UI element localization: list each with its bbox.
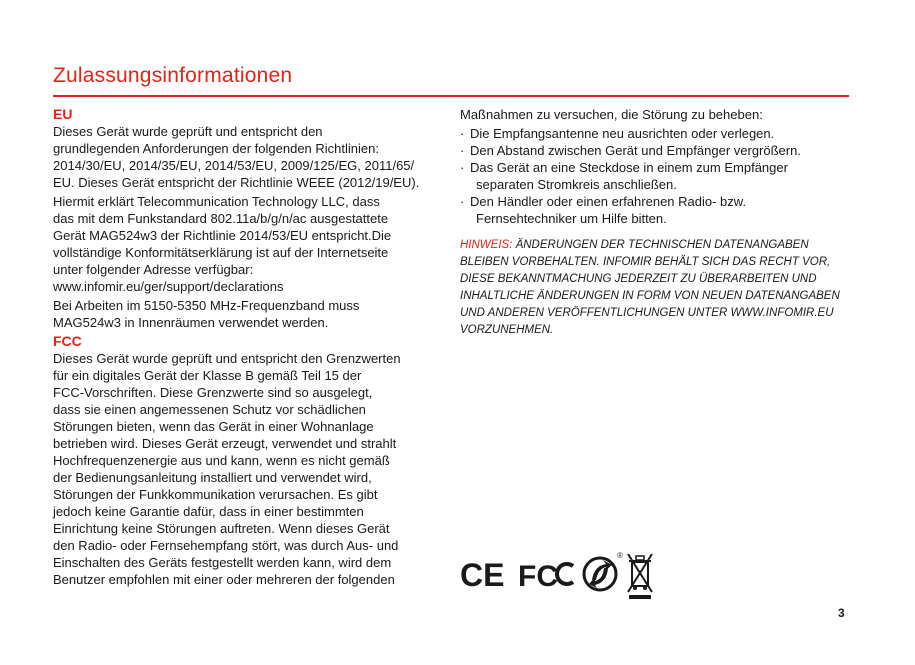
declarations-url: www.infomir.eu/ger/support/declarations: [53, 279, 284, 294]
text-line: DIESE BEKANNTMACHUNG JEDERZEIT ZU ÜBERARBEITEN UND: [460, 273, 817, 285]
text-line: Einrichtung keine Störungen auftreten. Wenn dieses Gerät: [53, 521, 390, 536]
registered-mark: ®: [617, 551, 623, 560]
text-line: Störungen bieten, wenn das Gerät in einer Wohnanlage: [53, 419, 374, 434]
fcc-mark-icon: [518, 560, 573, 593]
bullet-dot: ·: [460, 160, 465, 175]
text-line: den Radio- oder Fernsehempfang stört, was durch Aus- und: [53, 538, 399, 553]
eu-heading: EU: [53, 106, 73, 122]
fcc-mark-text: FC: [518, 560, 558, 593]
text-line: separaten Stromkreis anschließen.: [476, 177, 677, 192]
text-line: Den Abstand zwischen Gerät und Empfänger vergrößern.: [470, 143, 801, 158]
text-line: Fernsehtechniker um Hilfe bitten.: [476, 211, 667, 226]
fcc-c-arc: [557, 564, 573, 584]
bullet-dot: ·: [460, 143, 465, 158]
text-line: Einschalten des Geräts festgestellt werden kann, wird dem: [53, 555, 392, 570]
text-line: Benutzer empfohlen mit einer oder mehreren der folgenden: [53, 572, 395, 587]
title-divider: [53, 95, 849, 97]
list-item: [460, 142, 855, 159]
text-line: BLEIBEN VORBEHALTEN. INFOMIR BEHÄLT SICH DAS RECHT VOR,: [460, 256, 831, 268]
text-line: MAG524w3 in Innenräumen verwendet werden.: [53, 315, 329, 330]
weee-crossed-bin-icon: [628, 554, 652, 599]
text-line: Gerät MAG524w3 der Richtlinie 2014/53/EU entspricht.Die: [53, 228, 392, 243]
text-line: 2014/30/EU, 2014/35/EU, 2014/53/EU, 2009/125/EG, 2011/65/: [53, 158, 415, 173]
eu-paragraph-2: [53, 193, 443, 295]
text-line: ÄNDERUNGEN DER TECHNISCHEN DATENANGABEN: [512, 239, 809, 251]
text-line: Störungen der Funkkommunikation verursachen. Es gibt: [53, 487, 378, 502]
notice-label: HINWEIS:: [460, 239, 513, 251]
text-line: grundlegenden Anforderungen der folgenden Richtlinien:: [53, 141, 379, 156]
certification-logos: [460, 544, 660, 604]
list-item: [460, 125, 855, 142]
measures-list: [460, 125, 855, 227]
text-line: INHALTLICHE ÄNDERUNGEN IN FORM VON NEUEN DATENANGABEN: [460, 290, 840, 302]
ce-mark-text: CE: [460, 557, 505, 593]
left-column: [53, 106, 443, 590]
text-line: Bei Arbeiten im 5150-5350 MHz-Frequenzband muss: [53, 298, 360, 313]
text-line: der Bedienungsanleitung installiert und verwendet wird,: [53, 470, 372, 485]
text-line: FCC-Vorschriften. Diese Grenzwerte sind so ausgelegt,: [53, 385, 373, 400]
text-line: das mit dem Funkstandard 802.11a/b/g/n/ac ausgestattete: [53, 211, 389, 226]
text-line: Dieses Gerät wurde geprüft und entspricht den: [53, 124, 323, 139]
page-number: 3: [838, 606, 845, 620]
list-item: [460, 159, 855, 193]
fcc-measures-intro: Maßnahmen zu versuchen, die Störung zu beheben:: [460, 107, 763, 122]
text-line: unter folgender Adresse verfügbar:: [53, 262, 254, 277]
fcc-heading: FCC: [53, 333, 82, 349]
text-line: Hochfrequenzenergie aus und kann, wenn es nicht gemäß: [53, 453, 390, 468]
text-line: Den Händler oder einen erfahrenen Radio- bzw.: [470, 194, 747, 209]
fcc-paragraph: [53, 350, 443, 588]
notice-block: [460, 237, 855, 339]
text-line: EU. Dieses Gerät entspricht der Richtlinie WEEE (2012/19/EU).: [53, 175, 420, 190]
page-title: Zulassungsinformationen: [53, 64, 293, 87]
text-line: dass sie einen angemessenen Schutz vor schädlichen: [53, 402, 366, 417]
text-line: UND ANDEREN VERÖFFENTLICHUNGEN UNTER WWW.INFOMIR.EU: [460, 307, 834, 319]
green-dot-recycling-icon: [584, 551, 623, 590]
eu-paragraph-1: [53, 123, 443, 191]
text-line: Hiermit erklärt Telecommunication Technology LLC, dass: [53, 194, 380, 209]
eu-paragraph-3: [53, 297, 443, 331]
bullet-dot: ·: [460, 194, 465, 209]
text-line: für ein digitales Gerät der Klasse B gemäß Teil 15 der: [53, 368, 362, 383]
text-line: betrieben wird. Dieses Gerät erzeugt, verwendet und strahlt: [53, 436, 397, 451]
ce-mark-icon: [460, 557, 504, 593]
text-line: vollständige Konformitätserklärung ist auf der Internetseite: [53, 245, 389, 260]
text-line: Dieses Gerät wurde geprüft und entspricht den Grenzwerten: [53, 351, 401, 366]
text-line: Die Empfangsantenne neu ausrichten oder verlegen.: [470, 126, 775, 141]
right-column: [460, 106, 855, 339]
bullet-dot: ·: [460, 126, 465, 141]
text-line: VORZUNEHMEN.: [460, 324, 554, 336]
text-line: Das Gerät an eine Steckdose in einem zum Empfänger: [470, 160, 788, 175]
list-item: [460, 193, 855, 227]
text-line: jedoch keine Garantie dafür, dass in einer bestimmten: [53, 504, 364, 519]
